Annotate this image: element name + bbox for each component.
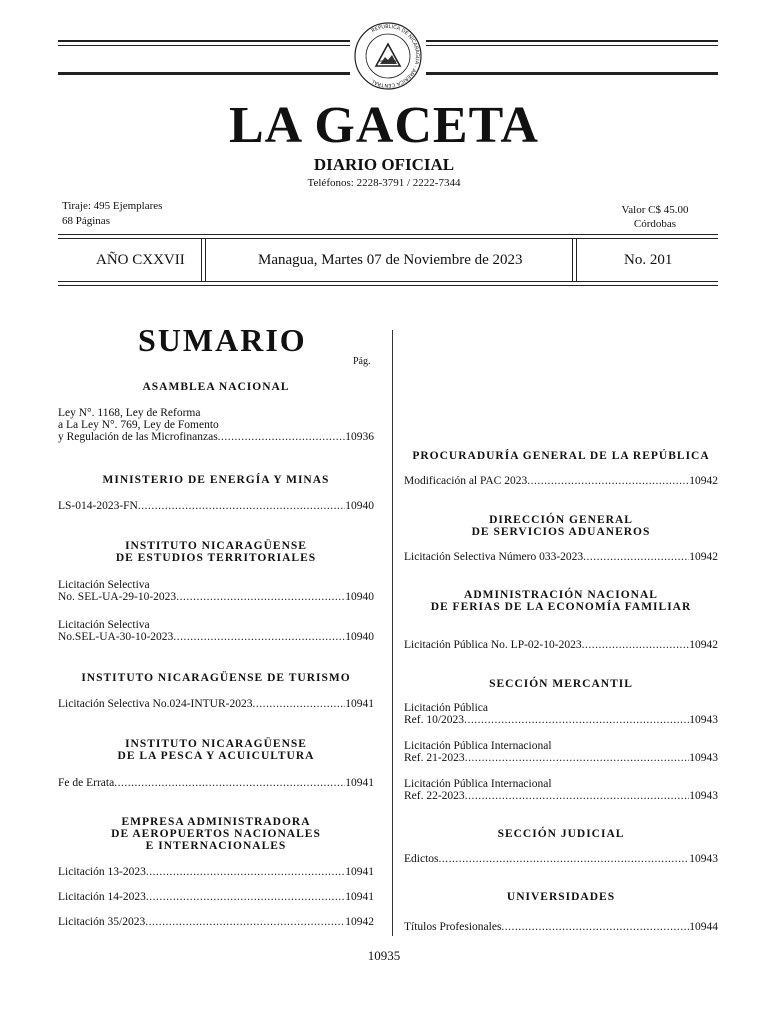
toc-entry[interactable] bbox=[404, 740, 718, 764]
band-bottom-rule-2 bbox=[58, 285, 718, 286]
toc-entry[interactable] bbox=[58, 866, 374, 878]
top-rule-left-thin bbox=[58, 45, 350, 46]
leader-dots bbox=[253, 698, 346, 710]
section-heading-line: DE SERVICIOS ADUANEROS bbox=[471, 526, 651, 538]
band-divider-2 bbox=[572, 238, 573, 281]
toc-entry-title: Licitación Selectiva No.024-INTUR-2023 bbox=[58, 698, 253, 710]
toc-entry[interactable] bbox=[58, 891, 374, 903]
toc-entry-page: 10943 bbox=[689, 752, 718, 764]
leader-dots bbox=[439, 853, 690, 865]
section-heading: INSTITUTO NICARAGÜENSE DE TURISMO bbox=[81, 672, 351, 684]
toc-entry-title: Licitación Selectiva Número 033-2023 bbox=[404, 551, 584, 563]
leader-dots bbox=[146, 866, 345, 878]
toc-entry[interactable] bbox=[58, 500, 374, 512]
toc-entry[interactable] bbox=[404, 921, 718, 933]
mid-rule-left bbox=[58, 72, 350, 75]
newspaper-subtitle: DIARIO OFICIAL bbox=[313, 155, 455, 174]
section-heading-line: E INTERNACIONALES bbox=[145, 840, 287, 852]
toc-entry-title: Licitación Pública Internacional bbox=[404, 778, 552, 790]
section-heading: SECCIÓN JUDICIAL bbox=[497, 828, 625, 840]
toc-entry-page: 10943 bbox=[689, 853, 718, 865]
print-info bbox=[62, 199, 162, 229]
page-number: 10935 bbox=[367, 948, 401, 963]
toc-entry-page: 10943 bbox=[689, 790, 718, 802]
section-heading-line: INSTITUTO NICARAGÜENSE bbox=[125, 738, 307, 750]
leader-dots bbox=[527, 475, 689, 487]
page-column-label: Pág. bbox=[353, 356, 371, 367]
price-value: Valor C$ 45.00 bbox=[621, 204, 689, 216]
band-top-rule bbox=[58, 234, 718, 235]
top-rule-right bbox=[426, 40, 718, 42]
toc-entry-title: Ley N°. 1168, Ley de Reforma bbox=[58, 407, 201, 419]
toc-entry[interactable] bbox=[58, 777, 374, 789]
section-heading: UNIVERSIDADES bbox=[506, 891, 616, 903]
section-heading: ASAMBLEA NACIONAL bbox=[142, 381, 290, 393]
toc-entry-title: Licitación 13-2023 bbox=[58, 866, 146, 878]
price-currency: Córdobas bbox=[633, 218, 677, 230]
leader-dots bbox=[138, 500, 345, 512]
leader-dots bbox=[465, 752, 690, 764]
toc-entry-page: 10940 bbox=[345, 631, 374, 643]
toc-entry-title: y Regulación de las Microfinanzas bbox=[58, 431, 218, 443]
toc-entry-page: 10944 bbox=[689, 921, 718, 933]
mid-rule-right bbox=[426, 72, 718, 75]
leader-dots bbox=[465, 790, 690, 802]
leader-dots bbox=[146, 891, 345, 903]
toc-entry[interactable] bbox=[404, 702, 718, 726]
toc-entry-title: Modificación al PAC 2023 bbox=[404, 475, 528, 487]
toc-entry[interactable] bbox=[58, 579, 374, 603]
seal-ring-text: REPUBLICA DE NICARAGUA · AMERICA CENTRAL bbox=[370, 23, 421, 89]
section-heading bbox=[404, 589, 718, 613]
section-heading-line: EMPRESA ADMINISTRADORA bbox=[121, 816, 311, 828]
toc-entry-title: a La Ley N°. 769, Ley de Fomento bbox=[58, 419, 219, 431]
leader-dots bbox=[218, 431, 346, 443]
band-divider-1 bbox=[201, 238, 202, 281]
toc-entry-title: Licitación Selectiva bbox=[58, 619, 150, 631]
toc-entry[interactable] bbox=[404, 475, 718, 487]
toc-entry-page: 10936 bbox=[345, 431, 374, 443]
toc-entry-title: LS-014-2023-FN bbox=[58, 500, 138, 512]
toc-entry[interactable] bbox=[58, 407, 374, 443]
toc-entry-page: 10942 bbox=[689, 475, 718, 487]
toc-entry-title: Licitación 35/2023 bbox=[58, 916, 146, 928]
national-seal-icon bbox=[352, 20, 424, 92]
band-top-rule-2 bbox=[58, 238, 718, 239]
toc-entry-page: 10943 bbox=[689, 714, 718, 726]
band-bottom-rule bbox=[58, 281, 718, 282]
toc-entry-title: Licitación Pública Internacional bbox=[404, 740, 552, 752]
toc-entry-title: Licitación 14-2023 bbox=[58, 891, 146, 903]
leader-dots bbox=[176, 591, 345, 603]
toc-entry-page: 10941 bbox=[345, 866, 374, 878]
toc-entry-title: Fe de Errata bbox=[58, 777, 115, 789]
section-heading bbox=[58, 738, 374, 762]
band-divider-1b bbox=[205, 238, 206, 281]
issue-number: No. 201 bbox=[624, 252, 673, 268]
toc-entry-title: Edictos bbox=[404, 853, 439, 865]
toc-entry-page: 10940 bbox=[345, 591, 374, 603]
toc-entry-title: No.SEL-UA-30-10-2023 bbox=[58, 631, 174, 643]
leader-dots bbox=[501, 921, 689, 933]
section-heading-line: DE LA PESCA Y ACUICULTURA bbox=[117, 750, 315, 762]
toc-entry-page: 10942 bbox=[689, 639, 718, 651]
leader-dots bbox=[173, 631, 345, 643]
toc-entry-title: No. SEL-UA-29-10-2023 bbox=[58, 591, 177, 603]
section-heading: SECCIÓN MERCANTIL bbox=[489, 678, 633, 690]
toc-entry[interactable] bbox=[58, 619, 374, 643]
section-heading bbox=[58, 816, 374, 852]
toc-entry[interactable] bbox=[404, 853, 718, 865]
toc-entry-page: 10942 bbox=[689, 551, 718, 563]
section-heading bbox=[58, 540, 374, 564]
band-divider-2b bbox=[576, 238, 577, 281]
section-heading-line: DE AEROPUERTOS NACIONALES bbox=[111, 828, 321, 840]
section-heading bbox=[404, 514, 718, 538]
newspaper-title: LA GACETA bbox=[229, 97, 539, 154]
toc-entry-page: 10941 bbox=[345, 891, 374, 903]
toc-entry[interactable] bbox=[404, 639, 718, 651]
issue-year: AÑO CXXVII bbox=[96, 252, 185, 268]
section-heading: PROCURADURÍA GENERAL DE LA REPÚBLICA bbox=[412, 450, 710, 462]
summary-title: SUMARIO bbox=[138, 322, 307, 358]
toc-entry-title: Títulos Profesionales bbox=[404, 921, 502, 933]
toc-entry-title: Licitación Selectiva bbox=[58, 579, 150, 591]
leader-dots bbox=[464, 714, 689, 726]
toc-entry[interactable] bbox=[404, 778, 718, 802]
toc-entry-title: Ref. 10/2023 bbox=[404, 714, 465, 726]
toc-entry-page: 10940 bbox=[345, 500, 374, 512]
phone-numbers: Teléfonos: 2228-3791 / 2222-7344 bbox=[307, 177, 461, 189]
toc-entry[interactable] bbox=[58, 916, 374, 928]
toc-entry[interactable] bbox=[58, 698, 374, 710]
section-heading-line: DE FERIAS DE LA ECONOMÍA FAMILIAR bbox=[430, 601, 692, 613]
print-run: Tiraje: 495 Ejemplares bbox=[62, 200, 163, 212]
top-rule-right-thin bbox=[426, 45, 718, 46]
top-rule-left bbox=[58, 40, 350, 42]
section-heading-line: DIRECCIÓN GENERAL bbox=[489, 514, 633, 526]
toc-entry-title: Licitación Pública No. LP-02-10-2023 bbox=[404, 639, 582, 651]
leader-dots bbox=[582, 639, 690, 651]
toc-entry-page: 10941 bbox=[345, 698, 374, 710]
toc-entry-title: Licitación Pública bbox=[404, 702, 488, 714]
toc-entry-title: Ref. 22-2023 bbox=[404, 790, 465, 802]
leader-dots bbox=[114, 777, 345, 789]
page-count: 68 Páginas bbox=[62, 215, 110, 227]
toc-entry[interactable] bbox=[404, 551, 718, 563]
section-heading-line: DE ESTUDIOS TERRITORIALES bbox=[115, 552, 317, 564]
toc-entry-title: Ref. 21-2023 bbox=[404, 752, 465, 764]
toc-entry-page: 10942 bbox=[345, 916, 374, 928]
leader-dots bbox=[583, 551, 689, 563]
issue-date: Managua, Martes 07 de Noviembre de 2023 bbox=[258, 252, 523, 268]
section-heading-line: INSTITUTO NICARAGÜENSE bbox=[125, 540, 307, 552]
price-info bbox=[600, 203, 710, 231]
leader-dots bbox=[145, 916, 345, 928]
section-heading: MINISTERIO DE ENERGÍA Y MINAS bbox=[102, 474, 330, 486]
section-heading-line: ADMINISTRACIÓN NACIONAL bbox=[464, 589, 658, 601]
column-divider bbox=[392, 330, 393, 936]
toc-entry-page: 10941 bbox=[345, 777, 374, 789]
